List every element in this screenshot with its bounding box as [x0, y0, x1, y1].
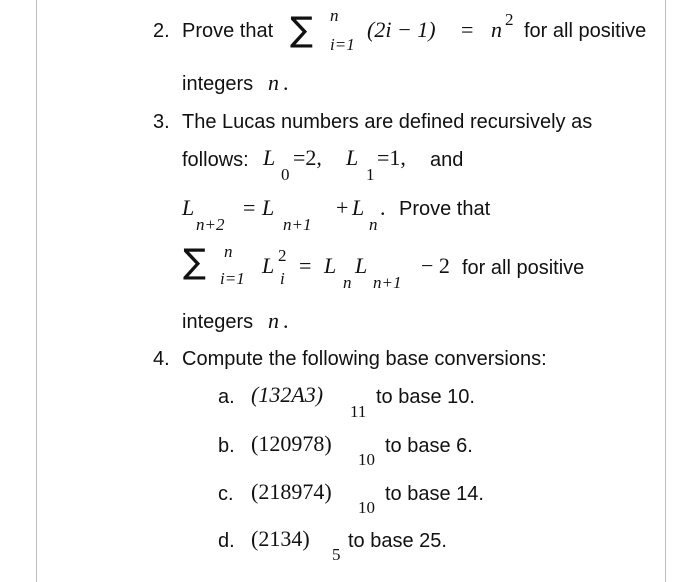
sum-upper-limit: n — [330, 6, 339, 25]
item-label: c. — [218, 483, 234, 505]
sum-lower-limit: i=1 — [330, 35, 355, 54]
period: . — [380, 195, 386, 220]
recurrence-L: L — [182, 195, 195, 220]
base-subscript: 5 — [332, 545, 341, 564]
plus-sign: + — [336, 195, 349, 220]
target-text: to base 25. — [348, 530, 447, 552]
problem-text: Prove that — [182, 20, 274, 42]
problem-text: The Lucas numbers are defined recursively as — [182, 111, 593, 133]
variable-n: n — [268, 308, 279, 333]
variable-n: n — [268, 70, 279, 95]
problem-number: 3. — [153, 111, 170, 133]
period: . — [283, 308, 289, 333]
sum-lower-limit: i=1 — [220, 269, 245, 288]
subscript: n — [369, 215, 378, 234]
problem-text: Compute the following base conversions: — [182, 348, 547, 370]
lucas-L1: L — [346, 145, 359, 170]
period: . — [283, 70, 289, 95]
item-label: b. — [218, 435, 235, 457]
subscript: 1 — [366, 165, 375, 184]
equals-sign: = — [243, 195, 256, 220]
exponent: 2 — [278, 246, 287, 265]
problem-number: 4. — [153, 348, 170, 370]
number-value: (2134) — [251, 526, 310, 551]
subscript: 0 — [281, 165, 290, 184]
number-value: (132A3) — [251, 382, 324, 407]
problem-text: and — [430, 149, 464, 171]
summand: (2i − 1) — [367, 17, 436, 42]
lucas-L0: L — [263, 145, 276, 170]
target-text: to base 10. — [376, 386, 475, 408]
target-text: to base 6. — [385, 435, 473, 457]
item-label: d. — [218, 530, 235, 552]
base-subscript: 11 — [350, 402, 367, 421]
problem-text: Prove that — [399, 198, 491, 220]
summation-symbol: ∑ — [290, 10, 313, 50]
target-text: to base 14. — [385, 483, 484, 505]
number-value: (120978) — [251, 431, 332, 456]
subscript: n+1 — [283, 215, 312, 234]
rhs-exponent: 2 — [505, 10, 514, 29]
equals-sign: = — [299, 253, 312, 278]
problem-text: for all positive — [524, 20, 647, 42]
lucas-Ln1: L — [355, 253, 368, 278]
number-value: (218974) — [251, 479, 332, 504]
item-label: a. — [218, 386, 235, 408]
summation-symbol: ∑ — [183, 242, 206, 282]
base-subscript: 10 — [358, 450, 375, 469]
problem-text: integers — [182, 311, 254, 333]
value: =2, — [293, 145, 322, 170]
lucas-Li: L — [262, 253, 275, 278]
minus-two: − 2 — [421, 253, 450, 278]
problem-text: follows: — [182, 149, 249, 171]
rhs-base: n — [491, 17, 502, 42]
equals-sign: = — [461, 17, 474, 42]
recurrence-L: L — [352, 195, 365, 220]
sum-upper-limit: n — [224, 242, 233, 261]
problem-text: integers — [182, 73, 254, 95]
value: =1, — [377, 145, 406, 170]
subscript: n+2 — [196, 215, 225, 234]
problem-number: 2. — [153, 20, 170, 42]
subscript: n+1 — [373, 273, 402, 292]
recurrence-L: L — [262, 195, 275, 220]
subscript: i — [280, 269, 285, 288]
base-subscript: 10 — [358, 498, 375, 517]
lucas-Ln: L — [324, 253, 337, 278]
problem-text: for all positive — [462, 257, 585, 279]
subscript: n — [343, 273, 352, 292]
